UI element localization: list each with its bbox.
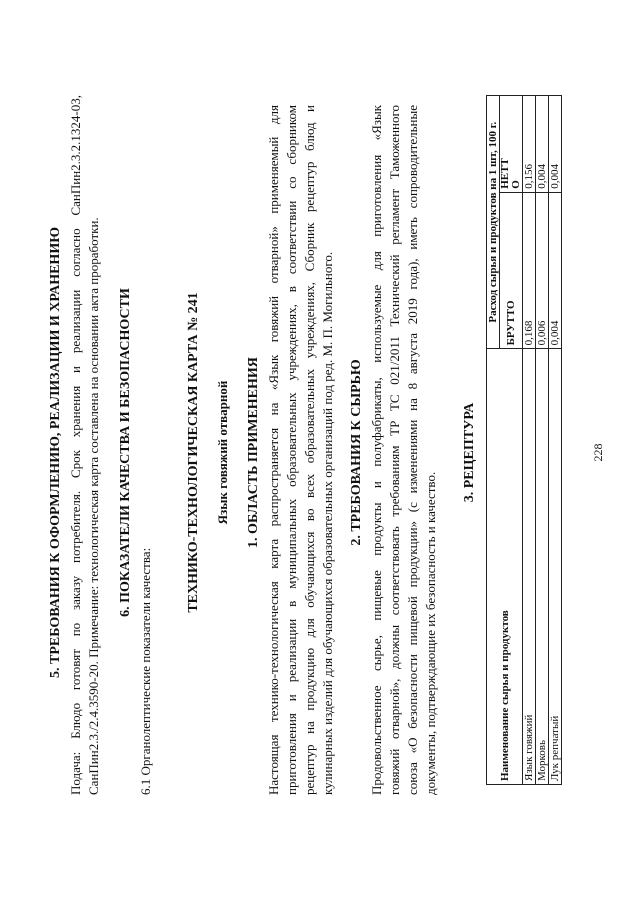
col-header-brutto: БРУТТО	[500, 192, 523, 349]
section-1-line-4: кулинарных изделий для обучающихся образовательных организаций под ред. М. П. Могильного.	[320, 251, 335, 795]
section-3-title: 3. РЕЦЕПТУРА	[462, 402, 477, 503]
section-2-line-2: говяжий отварной», должны соответствовать требованиям ТР ТС 021/2011 Технический регламент Таможенного	[387, 105, 402, 795]
col-header-netto	[500, 96, 523, 193]
row-netto: 0,004	[536, 96, 549, 193]
col-header-netto-a: НЕТТ	[499, 158, 511, 189]
col-header-name: Наименование сырья и продуктов	[487, 349, 523, 785]
section-1-line-3: рецептур на продукцию для обучающихся во всех образовательных учреждениях, Сборник рецептур блюд и	[302, 105, 317, 795]
row-netto: 0,004	[549, 96, 562, 193]
section-2-line-1: Продовольственное сырье, пищевые продукты и полуфабрикаты, используемые для приготовления «Язык	[369, 105, 384, 795]
card-title: ТЕХНИКО-ТЕХНОЛОГИЧЕСКАЯ КАРТА № 241	[186, 292, 201, 613]
row-brutto: 0,168	[523, 192, 536, 349]
table-row	[536, 96, 549, 785]
dish-name: Язык говяжий отварной	[215, 380, 230, 525]
section-5-line-1: Подача: Блюдо готовят по заказу потребителя. Срок хранения и реализации согласно СанПин2.3.2.1324-03,	[68, 95, 83, 795]
col-header-group: Расход сырья и продуктов на 1 шт, 100 г.	[487, 96, 500, 349]
row-brutto: 0,006	[536, 192, 549, 349]
row-name: Язык говяжий	[523, 349, 536, 785]
section-1-line-1: Настоящая технико-технологическая карта распространяется на «Язык говяжий отварной» применяемый для	[266, 105, 281, 795]
row-netto: 0,156	[523, 96, 536, 193]
section-2-line-3: союза «О безопасности пищевой продукции» (с изменениями на 8 августа 2019 года), иметь сопроводительные	[405, 105, 420, 795]
section-2-line-4: документы, подтверждающие их безопасность и качество.	[423, 471, 438, 795]
section-1-line-2: приготовления и реализации в муниципальных образовательных учреждениях, в соответствии со сборником	[284, 105, 299, 795]
recipe-table	[486, 95, 562, 785]
row-brutto: 0,004	[549, 192, 562, 349]
table-row	[523, 96, 536, 785]
row-name: Морковь	[536, 349, 549, 785]
section-5-line-2: СанПин2.3./2.4.3590-20. Примечание: технологическая карта составлена на основании акта проработки.	[86, 217, 101, 795]
section-6-line-1: 6.1 Органолептические показатели качества:	[138, 547, 153, 795]
section-5-title: 5. ТРЕБОВАНИЯ К ОФОРМЛЕНИЮ, РЕАЛИЗАЦИИ И ХРАНЕНИЮ	[48, 227, 63, 678]
section-1-title: 1. ОБЛАСТЬ ПРИМЕНЕНИЯ	[246, 357, 261, 548]
section-6-title: 6. ПОКАЗАТЕЛИ КАЧЕСТВА И БЕЗОПАСНОСТИ	[118, 288, 133, 617]
table-row	[549, 96, 562, 785]
page-number: 228	[591, 443, 605, 462]
row-name: Лук репчатый	[549, 349, 562, 785]
col-header-netto-b: О	[510, 180, 522, 189]
section-2-title: 2. ТРЕБОВАНИЯ К СЫРЬЮ	[349, 359, 364, 546]
